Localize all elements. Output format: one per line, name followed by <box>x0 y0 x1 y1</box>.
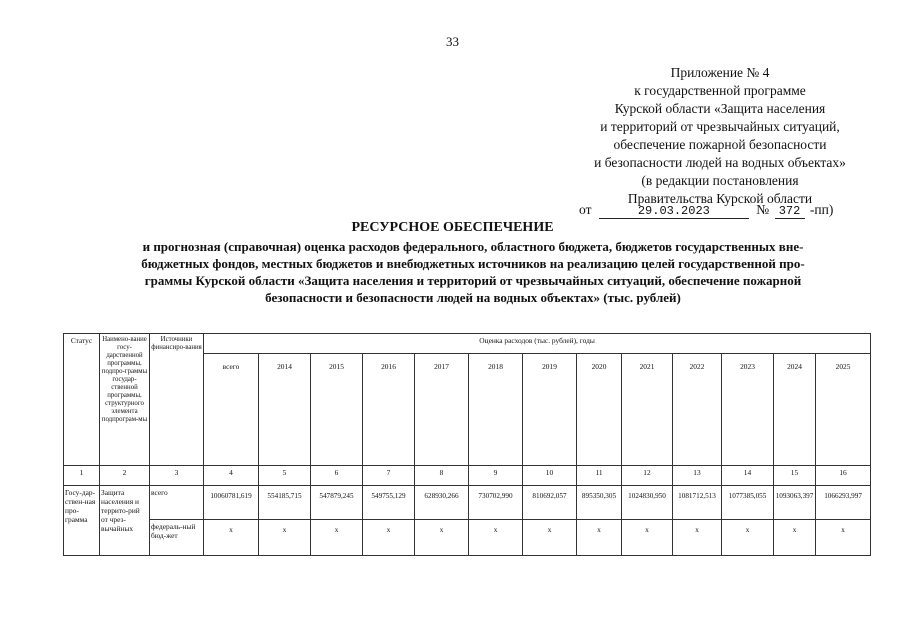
row-source: федераль-ный бюд-жет <box>150 520 204 556</box>
number-label: № <box>756 202 770 217</box>
column-number: 7 <box>363 466 415 486</box>
header-status: Статус <box>64 334 100 466</box>
appendix-header <box>520 64 905 208</box>
cell-value: 1081712,513 <box>673 486 722 520</box>
cell-value: x <box>469 520 523 556</box>
cell-value: x <box>311 520 363 556</box>
header-total: всего <box>204 354 259 466</box>
cell-value: 554185,715 <box>259 486 311 520</box>
number-suffix: -пп) <box>809 202 834 217</box>
column-number: 8 <box>415 466 469 486</box>
row-source: всего <box>150 486 204 520</box>
appendix-line: к государственной программе <box>634 83 806 98</box>
header-year: 2022 <box>673 354 722 466</box>
appendix-line: и безопасности людей на водных объектах» <box>594 155 846 170</box>
column-number: 13 <box>673 466 722 486</box>
cell-total: 10060781,619 <box>204 486 259 520</box>
cell-value: x <box>415 520 469 556</box>
appendix-line: и территорий от чрезвычайных ситуаций, <box>600 119 840 134</box>
appendix-line: Курской области «Защита населения <box>614 101 826 116</box>
header-year: 2017 <box>415 354 469 466</box>
subtitle-line: и прогнозная (справочная) оценка расходов федерального, областного бюджета, бюджетов государственных вне- <box>142 239 804 254</box>
cell-value: x <box>722 520 774 556</box>
resolution-date: 29.03.2023 <box>599 204 749 219</box>
cell-total: x <box>204 520 259 556</box>
column-number: 9 <box>469 466 523 486</box>
cell-value: x <box>816 520 871 556</box>
appendix-line: обеспечение пожарной безопасности <box>613 137 827 152</box>
header-year: 2021 <box>622 354 673 466</box>
row-name: Защита населения и террито-рий от чрез-вычайных <box>100 486 150 556</box>
appendix-line: (в редакции постановления <box>641 173 799 188</box>
header-year: 2014 <box>259 354 311 466</box>
cell-value: 895350,305 <box>577 486 622 520</box>
row-status: Госу-дар-ствен-ная про-грамма <box>64 486 100 556</box>
cell-value: 1093063,397 <box>774 486 816 520</box>
appendix-line: Приложение № 4 <box>670 65 770 80</box>
column-number: 12 <box>622 466 673 486</box>
header-year: 2024 <box>774 354 816 466</box>
header-year: 2019 <box>523 354 577 466</box>
column-number: 11 <box>577 466 622 486</box>
appendix-line: Правительства Курской области <box>627 191 813 206</box>
subtitle-line: безопасности и безопасности людей на водных объектах» (тыс. рублей) <box>265 290 681 305</box>
cell-value: x <box>363 520 415 556</box>
cell-value: 1077385,055 <box>722 486 774 520</box>
header-year: 2020 <box>577 354 622 466</box>
table-row <box>64 486 871 520</box>
cell-value: 730702,990 <box>469 486 523 520</box>
header-source: Источники финансиро-вания <box>150 334 204 466</box>
page-number: 33 <box>446 34 459 49</box>
subtitle-line: граммы Курской области «Защита населения и территорий от чрезвычайных ситуаций, обеспечение пожарной <box>144 273 802 288</box>
cell-value: x <box>577 520 622 556</box>
cell-value: 810692,057 <box>523 486 577 520</box>
cell-value: 1024830,950 <box>622 486 673 520</box>
cell-value: x <box>673 520 722 556</box>
subtitle-line: бюджетных фондов, местных бюджетов и внебюджетных источников на реализацию целей государственной про- <box>141 256 805 271</box>
column-number-row <box>64 466 871 486</box>
resolution-number: 372 <box>775 204 805 219</box>
resource-table <box>63 333 871 556</box>
column-number: 3 <box>150 466 204 486</box>
header-year: 2018 <box>469 354 523 466</box>
cell-value: x <box>523 520 577 556</box>
cell-value: x <box>259 520 311 556</box>
column-number: 1 <box>64 466 100 486</box>
table-header-row <box>64 334 871 354</box>
cell-value: 1066293,997 <box>816 486 871 520</box>
resolution-signature-line <box>579 202 833 219</box>
header-name: Наимено-вание госу-дарственной программы, подпро-граммы государ-ственной программы, структурного элемента подпрограм-мы <box>100 334 150 466</box>
cell-value: 547879,245 <box>311 486 363 520</box>
table-row <box>64 520 871 556</box>
column-number: 2 <box>100 466 150 486</box>
column-number: 14 <box>722 466 774 486</box>
header-year: 2025 <box>816 354 871 466</box>
cell-value: 549755,129 <box>363 486 415 520</box>
header-year: 2015 <box>311 354 363 466</box>
cell-value: x <box>622 520 673 556</box>
column-number: 15 <box>774 466 816 486</box>
header-estimate: Оценка расходов (тыс. рублей), годы <box>204 334 871 354</box>
header-year: 2023 <box>722 354 774 466</box>
header-year: 2016 <box>363 354 415 466</box>
from-label: от <box>579 202 592 217</box>
column-number: 6 <box>311 466 363 486</box>
column-number: 5 <box>259 466 311 486</box>
column-number: 4 <box>204 466 259 486</box>
column-number: 10 <box>523 466 577 486</box>
cell-value: x <box>774 520 816 556</box>
cell-value: 628930,266 <box>415 486 469 520</box>
document-subtitle <box>78 238 868 306</box>
column-number: 16 <box>816 466 871 486</box>
document-title: РЕСУРСНОЕ ОБЕСПЕЧЕНИЕ <box>351 220 554 235</box>
